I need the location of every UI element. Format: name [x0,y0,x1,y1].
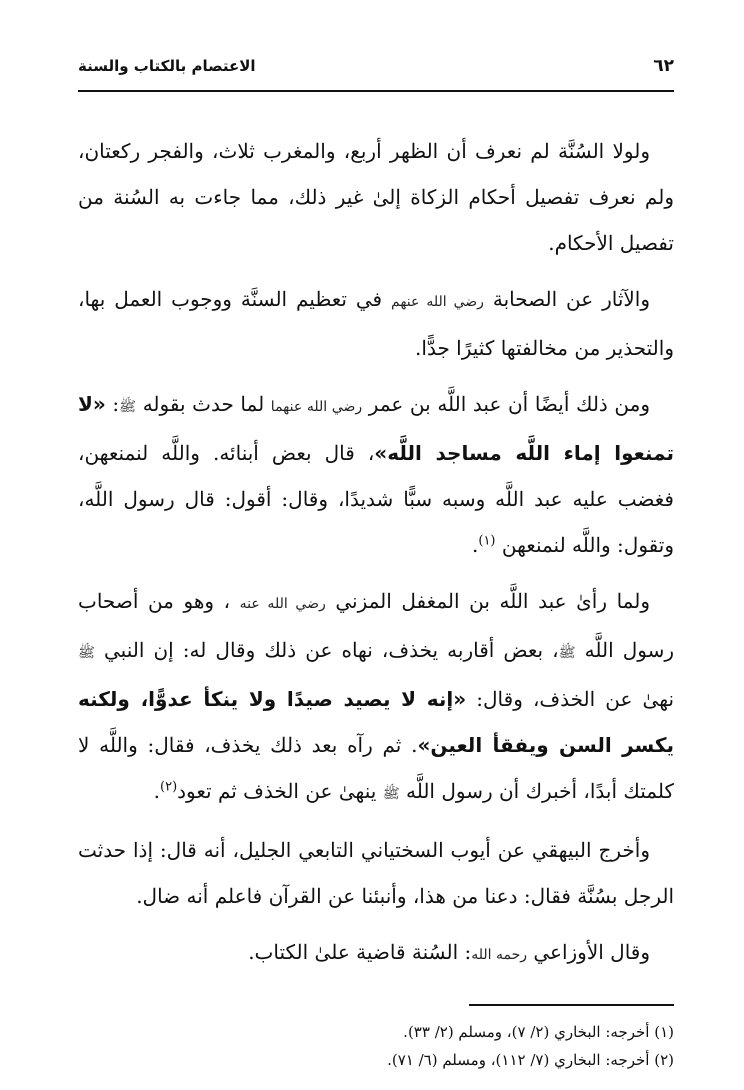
paragraph-text: ، وهو من أصحاب رسول اللَّه [78,589,674,662]
honorific-mark: رضي الله عنه [239,596,326,612]
hadith-quote: «لا تمنعوا إماء اللَّه مساجد اللَّه» [78,392,674,465]
book-page [78,56,674,1090]
paragraph-text: . ثم رآه بعد ذلك يخذف، فقال: واللَّه لا كلمتك أبدًا، أخبرك أن رسول اللَّه [78,733,674,803]
paragraph-text: ولولا السُنَّة لم نعرف أن الظهر أربع، والمغرب ثلاث، والفجر ركعتان، ولم نعرف تفصيل أحكام الزكاة إلىٰ غير ذلك، مما جاءت به السُنة من تفصيل الأحكام. [78,139,674,255]
paragraph-text: وأخرج البيهقي عن أيوب السختياني التابعي الجليل، أنه قال: إذا حدثت الرجل بسُنَّة فقال: دعنا من هذا، وأنبئنا عن القرآن فاعلم أنه ضال. [78,838,674,908]
honorific-mark: رضي الله عنهم [391,294,484,310]
footnote-1: (١) أخرجه: البخاري (٢/ ٧)، ومسلم (٢/ ٣٣). [403,1023,674,1041]
paragraph-text: ولما رأىٰ عبد اللَّه بن المغفل المزني [335,589,650,613]
paragraph-text: : السُنة قاضية علىٰ الكتاب. [248,940,472,964]
body-text [78,128,674,978]
footnote-ref: (٢) [160,779,178,795]
paragraph-awzai [78,929,674,978]
running-header [78,56,674,92]
honorific-mark: رضي الله عنهما [270,399,363,415]
paragraph-ayyub [78,827,674,919]
paragraph-text: ينهىٰ عن الخذف ثم تعود [177,779,377,803]
paragraph-text: ، بعض أقاربه يخذف، نهاه عن ذلك وقال له: إن النبي [104,638,559,662]
footnote-2: (٢) أخرجه: البخاري (٧/ ١١٢)، ومسلم (٦/ ٧١). [387,1051,674,1069]
paragraph-text: . [472,533,479,557]
paragraph-text: وقال الأوزاعي [533,940,650,964]
footnote-separator [469,1004,674,1006]
paragraph-text: لما حدث بقوله [142,392,265,416]
footnotes [78,1018,674,1074]
honorific-mark: ﷺ [78,645,95,661]
honorific-mark: ﷺ [382,786,400,802]
paragraph-text: . [153,779,160,803]
honorific-mark: ﷺ [558,645,576,661]
footnote-ref: (١) [478,533,496,549]
paragraph-text: ، قال بعض أبنائه. واللَّه لنمنعهن، فغضب عليه عبد اللَّه وسبه سبًّا شديدًا، وقال: أقول: قال رسول اللَّه، وتقول: واللَّه لنمنعهن [78,441,674,557]
paragraph-ibn-mughaffal [78,578,674,817]
paragraph-text: ومن ذلك أيضًا أن عبد اللَّه بن عمر [368,392,651,416]
paragraph-text: في تعظيم السنَّة ووجوب العمل بها، والتحذير من مخالفتها كثيرًا جدًّا. [78,287,674,360]
page-number: ٦٢ [653,56,674,76]
honorific-mark: ﷺ [119,399,137,415]
paragraph-companions-athar [78,276,674,371]
paragraph-sunnah-details [78,128,674,266]
honorific-mark: رحمه الله [471,947,527,963]
paragraph-text: والآثار عن الصحابة [492,287,651,311]
paragraph-text: نهىٰ عن الخذف، وقال: [476,687,675,711]
hadith-quote: «إنه لا يصيد صيدًا ولا ينكأ عدوًّا، ولكنه يكسر السن ويفقأ العين» [78,687,675,757]
paragraph-ibn-umar [78,381,674,568]
paragraph-text: : [112,392,120,416]
running-title: الاعتصام بالكتاب والسنة [78,57,256,75]
